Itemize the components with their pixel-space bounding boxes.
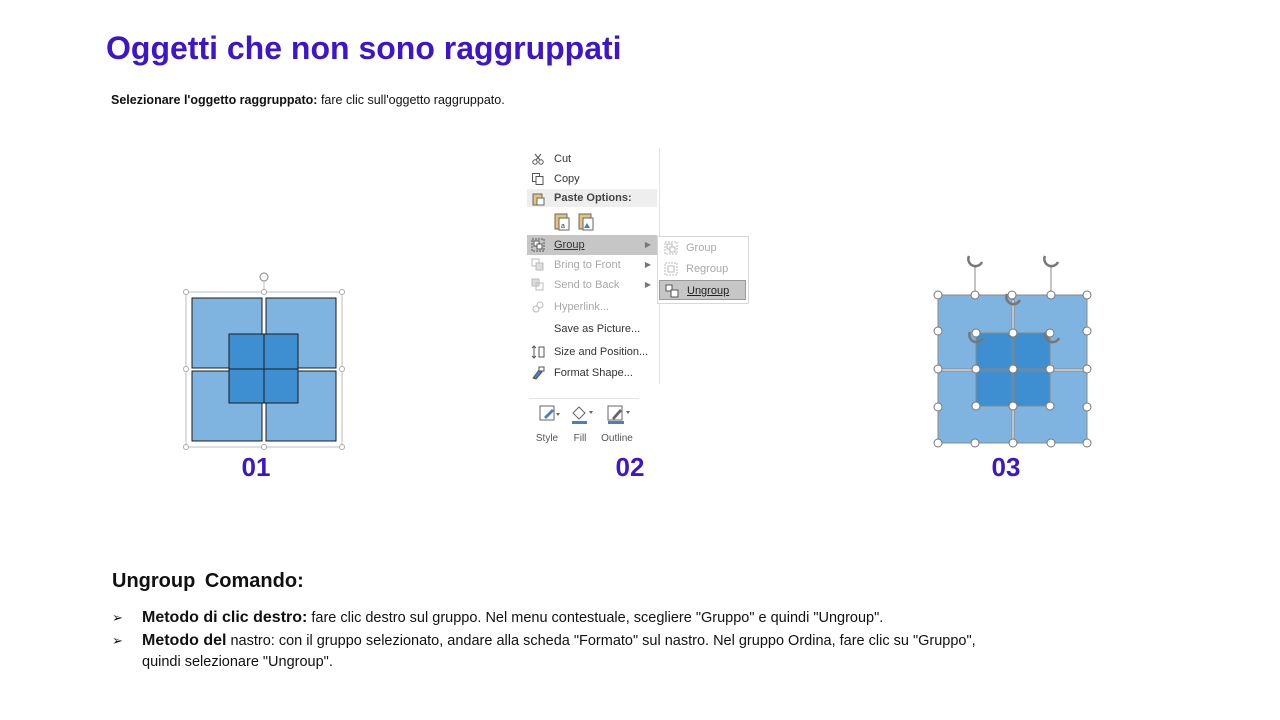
context-menu	[527, 148, 660, 384]
ribbon-outline-button[interactable]: Outline	[599, 403, 635, 430]
arrow-bullet-icon: ➢	[112, 633, 123, 648]
method-list	[112, 607, 992, 674]
menu-item-cut[interactable]: Cut	[527, 149, 657, 169]
fill-bucket-icon	[565, 403, 595, 427]
format-icon	[531, 366, 545, 380]
bullet-bold: Metodo del	[142, 632, 227, 649]
list-item	[112, 630, 992, 673]
subtitle-bold: Selezionare l'oggetto raggruppato:	[111, 93, 318, 107]
paste-icon	[531, 192, 545, 206]
ribbon-style-button[interactable]: Style	[529, 403, 565, 430]
format-ribbon	[529, 398, 639, 445]
submenu-arrow-icon: ▶	[644, 280, 651, 289]
paste-option-buttons	[527, 209, 657, 233]
style-icon	[532, 403, 562, 427]
menu-item-bring-to-front[interactable]: Bring to Front ▶	[527, 255, 657, 275]
bring-front-icon	[531, 258, 545, 272]
ribbon-fill-button[interactable]: Fill	[562, 403, 598, 430]
link-icon	[531, 300, 545, 314]
bullet-text: nastro: con il gruppo selezionato, andare alla scheda "Formato" sul nastro. Nel gruppo Ordina, fare clic su "Gruppo", quindi selezionare "Ungroup".	[142, 633, 976, 670]
submenu-item-ungroup[interactable]: Ungroup	[659, 280, 746, 300]
group-icon	[531, 238, 545, 252]
step-number-03: 03	[991, 452, 1021, 482]
size-icon	[531, 345, 545, 359]
ungrouped-shapes-figure[interactable]	[928, 250, 1098, 452]
menu-item-format-shape[interactable]: Format Shape...	[527, 363, 657, 383]
arrow-bullet-icon: ➢	[112, 610, 123, 625]
page-subtitle	[111, 93, 505, 107]
group-icon	[664, 241, 678, 255]
rotate-handle-icon	[260, 273, 268, 281]
scissors-icon	[531, 152, 545, 166]
page-title: Oggetti che non sono raggruppati	[106, 30, 622, 66]
section-title: Ungroup Comando:	[112, 570, 304, 592]
submenu-item-regroup[interactable]: Regroup	[659, 259, 746, 279]
menu-item-save-as-picture[interactable]: Save as Picture...	[554, 323, 641, 335]
paste-as-picture-icon[interactable]	[578, 212, 596, 232]
bullet-bold: Metodo di clic destro:	[142, 609, 308, 626]
submenu-arrow-icon: ▶	[644, 240, 651, 249]
step-number-02: 02	[615, 452, 645, 482]
menu-item-send-to-back[interactable]: Send to Back ▶	[527, 275, 657, 295]
paste-keep-formatting-icon[interactable]	[554, 212, 572, 232]
group-submenu	[657, 236, 749, 304]
regroup-icon	[664, 262, 678, 276]
menu-item-copy[interactable]: Copy	[527, 169, 657, 189]
copy-icon	[531, 172, 545, 186]
menu-item-group[interactable]: Group ▶	[527, 235, 657, 255]
menu-item-hyperlink[interactable]: Hyperlink...	[527, 297, 657, 317]
grouped-shapes-figure[interactable]	[180, 268, 350, 453]
subtitle-text: fare clic sull'oggetto raggruppato.	[317, 93, 505, 107]
svg-text:a: a	[561, 223, 565, 230]
step-number-01: 01	[241, 452, 271, 482]
outline-pen-icon	[602, 403, 632, 427]
send-back-icon	[531, 278, 545, 292]
bullet-text: fare clic destro sul gruppo. Nel menu contestuale, scegliere "Gruppo" e quindi "Ungroup".	[307, 610, 884, 626]
submenu-arrow-icon: ▶	[644, 260, 651, 269]
list-item	[112, 607, 992, 629]
menu-header-paste-options: Paste Options:	[527, 189, 657, 207]
menu-item-size-and-position[interactable]: Size and Position...	[527, 342, 657, 362]
submenu-item-group[interactable]: Group	[659, 238, 746, 258]
ungroup-icon	[665, 284, 679, 298]
